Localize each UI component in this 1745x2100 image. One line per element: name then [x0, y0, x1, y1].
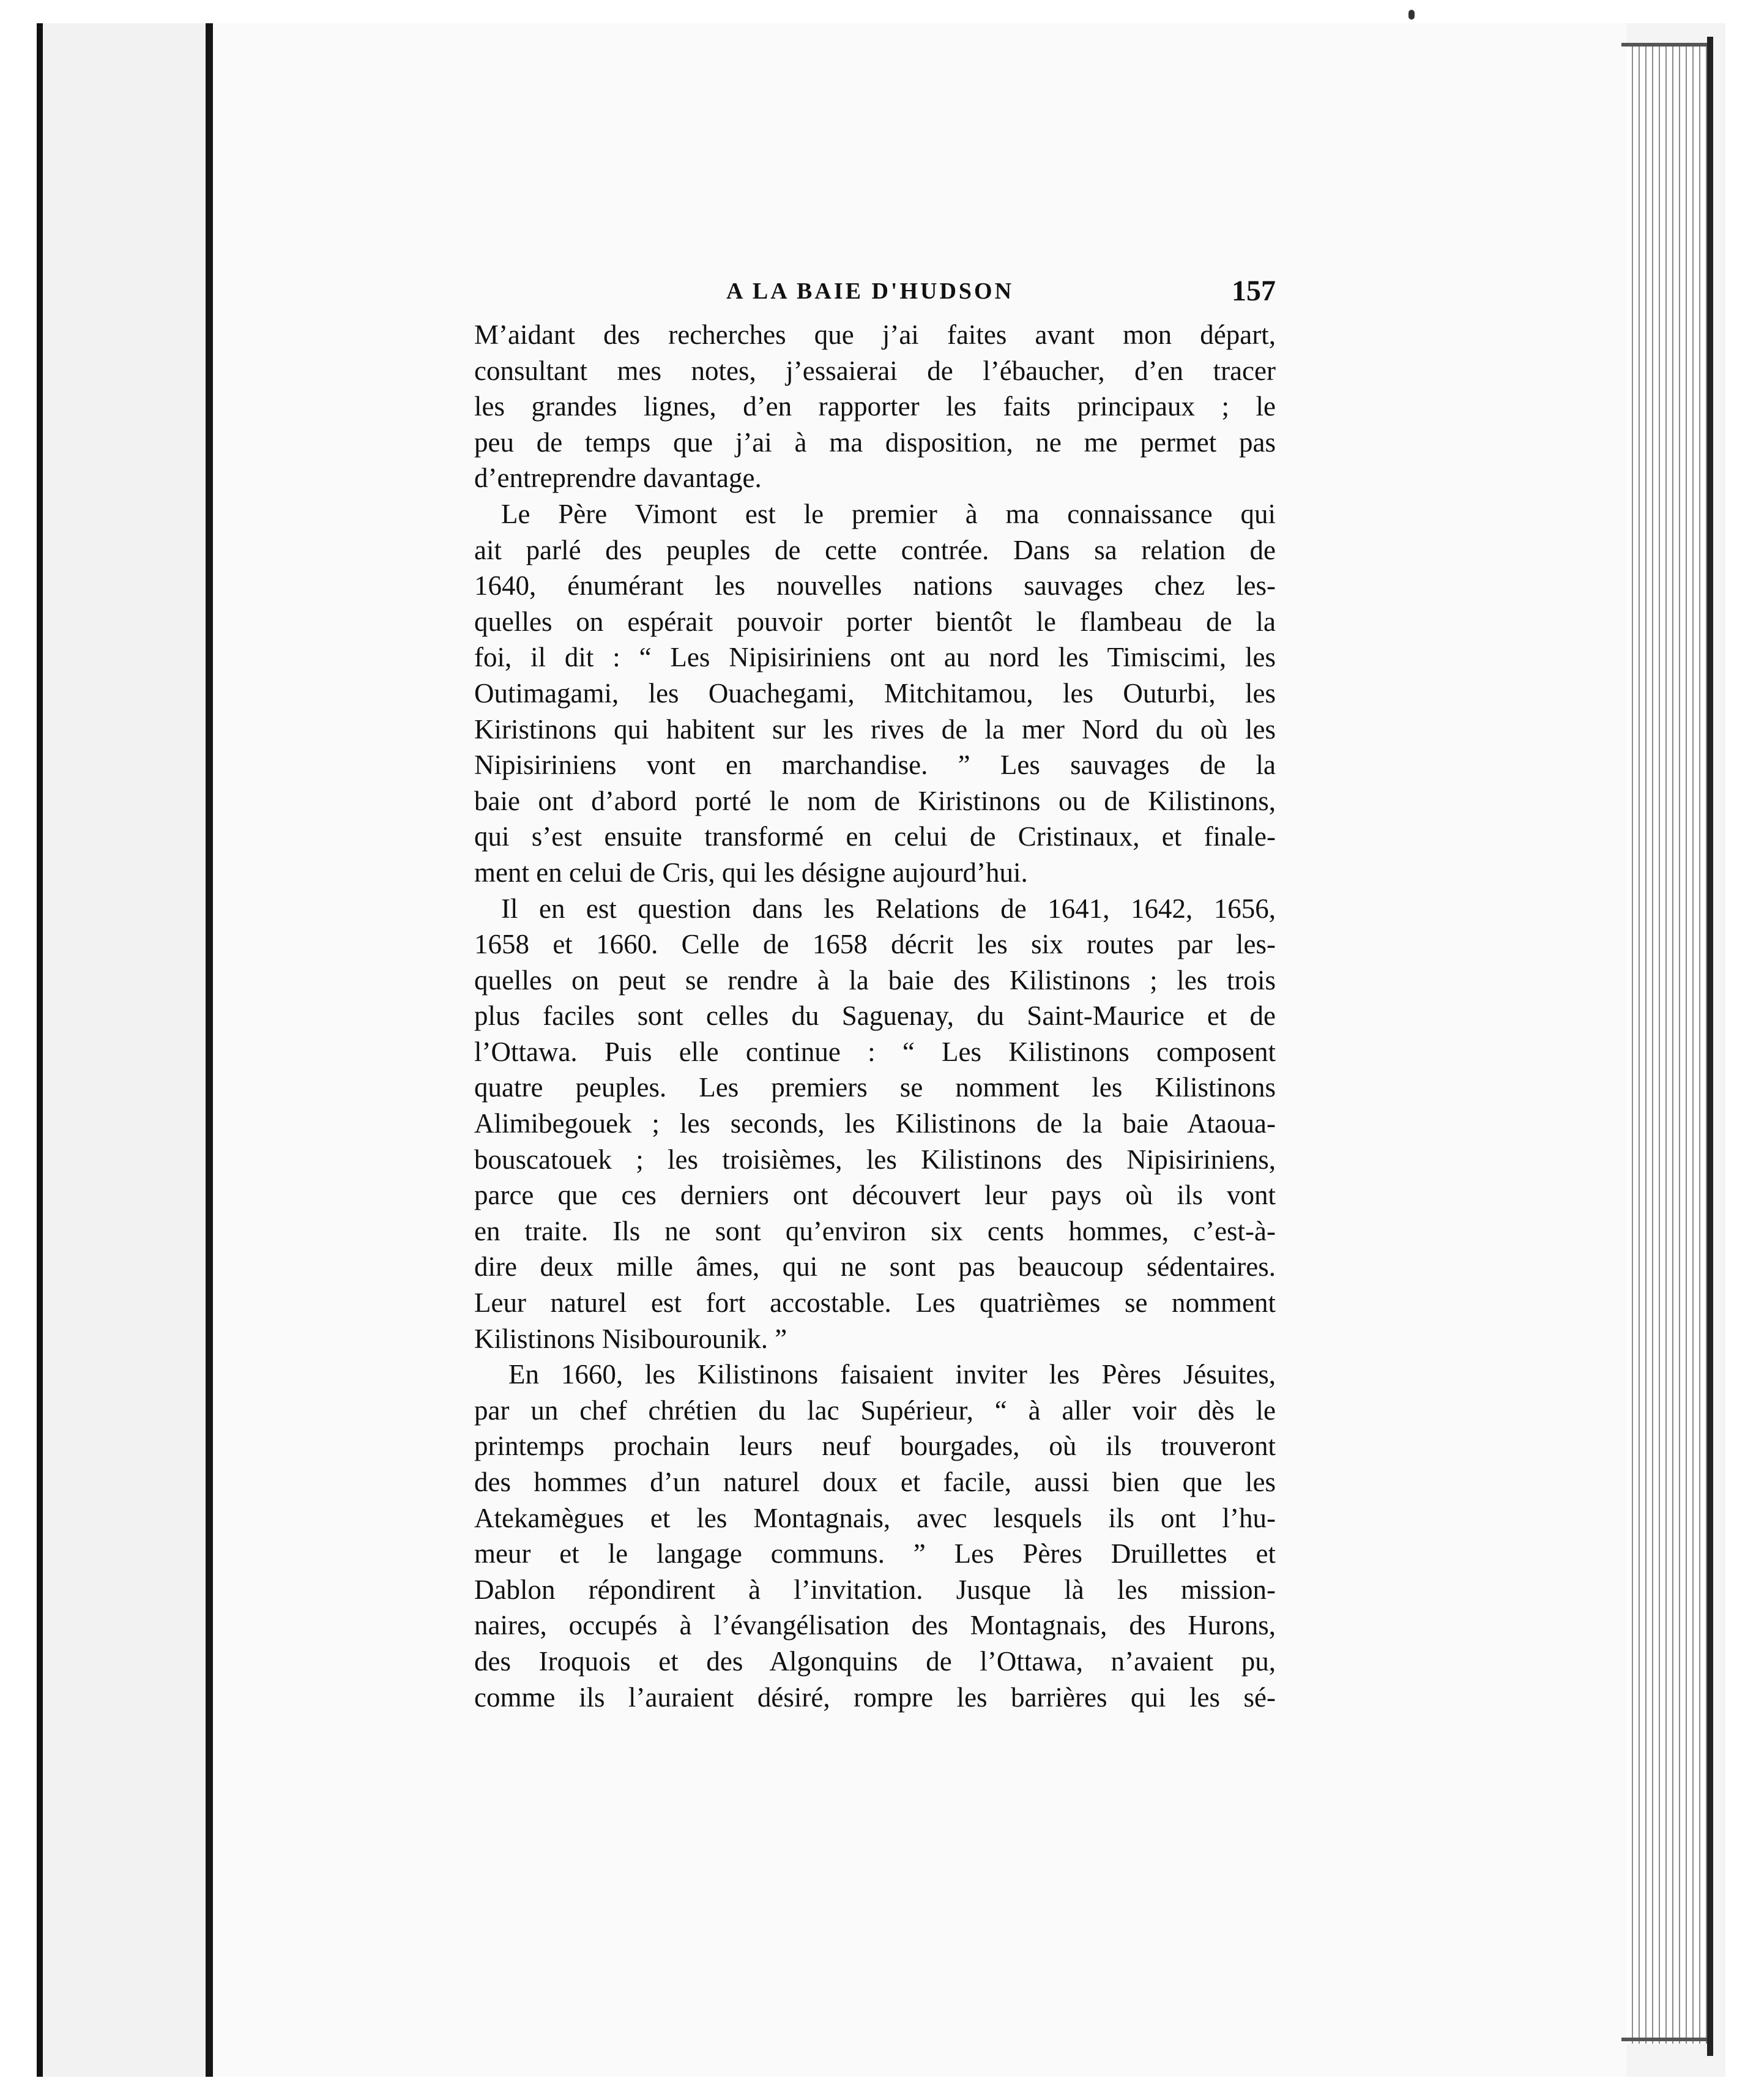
text-line: par un chef chrétien du lac Supérieur, “ à aller voir dès le	[474, 1394, 1276, 1426]
text-line: des Iroquois et des Algonquins de l’Ottawa, n’avaient pu,	[474, 1645, 1276, 1677]
text-line: les grandes lignes, d’en rapporter les faits principaux ; le	[474, 391, 1276, 422]
text-line: Kilistinons Nisibourounik. ”	[474, 1323, 787, 1354]
text-line: bouscatouek ; les troisièmes, les Kilistinons des Nipisiriniens,	[474, 1144, 1276, 1175]
page-text-block	[474, 274, 1276, 1715]
text-line: qui s’est ensuite transformé en celui de Cristinaux, et finale-	[474, 821, 1276, 852]
text-line: baie ont d’abord porté le nom de Kiristinons ou de Kilistinons,	[474, 785, 1276, 816]
book-gutter	[206, 23, 213, 2077]
text-line: Il en est question dans les Relations de 1641, 1642, 1656,	[501, 893, 1276, 924]
text-line: plus faciles sont celles du Saguenay, du Saint-Maurice et de	[474, 1000, 1276, 1032]
text-line: peu de temps que j’ai à ma disposition, ne me permet pas	[474, 426, 1276, 458]
page-number: 157	[1232, 275, 1276, 307]
text-line: d’entreprendre davantage.	[474, 463, 762, 494]
text-line: Alimibegouek ; les seconds, les Kilistinons de la baie Ataoua-	[474, 1108, 1276, 1139]
right-scan-border	[1707, 37, 1713, 2056]
text-line: Leur naturel est fort accostable. Les quatrièmes se nomment	[474, 1287, 1276, 1319]
text-line: consultant mes notes, j’essaierai de l’ébaucher, d’en tracer	[474, 355, 1276, 386]
text-line: M’aidant des recherches que j’ai faites avant mon départ,	[474, 319, 1276, 350]
text-line: 1640, énumérant les nouvelles nations sauvages chez les-	[474, 570, 1276, 601]
text-line: naires, occupés à l’évangélisation des Montagnais, des Hurons,	[474, 1610, 1276, 1641]
text-line: l’Ottawa. Puis elle continue : “ Les Kilistinons composent	[474, 1036, 1276, 1067]
text-line: Le Père Vimont est le premier à ma connaissance qui	[501, 498, 1276, 529]
text-line: Atekamègues et les Montagnais, avec lesquels ils ont l’hu-	[474, 1502, 1276, 1533]
bottom-page-edge	[1621, 2038, 1713, 2041]
text-line: comme ils l’auraient désiré, rompre les barrières qui les sé-	[474, 1681, 1276, 1713]
text-line: En 1660, les Kilistinons faisaient inviter les Pères Jésuites,	[508, 1359, 1276, 1390]
text-line: foi, il dit : “ Les Nipisiriniens ont au nord les Timiscimi, les	[474, 642, 1276, 673]
text-line: quelles on peut se rendre à la baie des Kilistinons ; les trois	[474, 964, 1276, 996]
scan-speck	[1408, 10, 1415, 20]
text-line: meur et le langage communs. ” Les Pères Druillettes et	[474, 1538, 1276, 1569]
running-title: A LA BAIE D'HUDSON	[726, 278, 1014, 304]
running-head	[474, 274, 1276, 313]
text-line: Nipisiriniens vont en marchandise. ” Les sauvages de la	[474, 750, 1276, 781]
text-line: Kiristinons qui habitent sur les rives de la mer Nord du où les	[474, 713, 1276, 745]
text-line: dire deux mille âmes, qui ne sont pas beaucoup sédentaires.	[474, 1251, 1276, 1283]
left-scan-border	[37, 23, 43, 2077]
text-line: Dablon répondirent à l’invitation. Jusque là les mission-	[474, 1574, 1276, 1605]
text-line: des hommes d’un naturel doux et facile, aussi bien que les	[474, 1467, 1276, 1497]
text-line: quatre peuples. Les premiers se nomment les Kilistinons	[474, 1072, 1276, 1103]
text-line: ait parlé des peuples de cette contrée. Dans sa relation de	[474, 534, 1276, 565]
text-line: quelles on espérait pouvoir porter bientôt le flambeau de la	[474, 606, 1276, 637]
text-line: printemps prochain leurs neuf bourgades, où ils trouveront	[474, 1431, 1276, 1462]
text-line: en traite. Ils ne sont qu’environ six cents hommes, c’est-à-	[474, 1215, 1276, 1246]
text-line: Outimagami, les Ouachegami, Mitchitamou, les Outurbi, les	[474, 677, 1276, 709]
page-edges-stack	[1626, 43, 1707, 2044]
text-line: parce que ces derniers ont découvert leur pays où ils vont	[474, 1180, 1276, 1211]
text-line: ment en celui de Cris, qui les désigne aujourd’hui.	[474, 857, 1028, 888]
facing-page-strip	[43, 23, 208, 2077]
top-page-edge	[1621, 43, 1713, 47]
text-line: 1658 et 1660. Celle de 1658 décrit les six routes par les-	[474, 929, 1276, 960]
